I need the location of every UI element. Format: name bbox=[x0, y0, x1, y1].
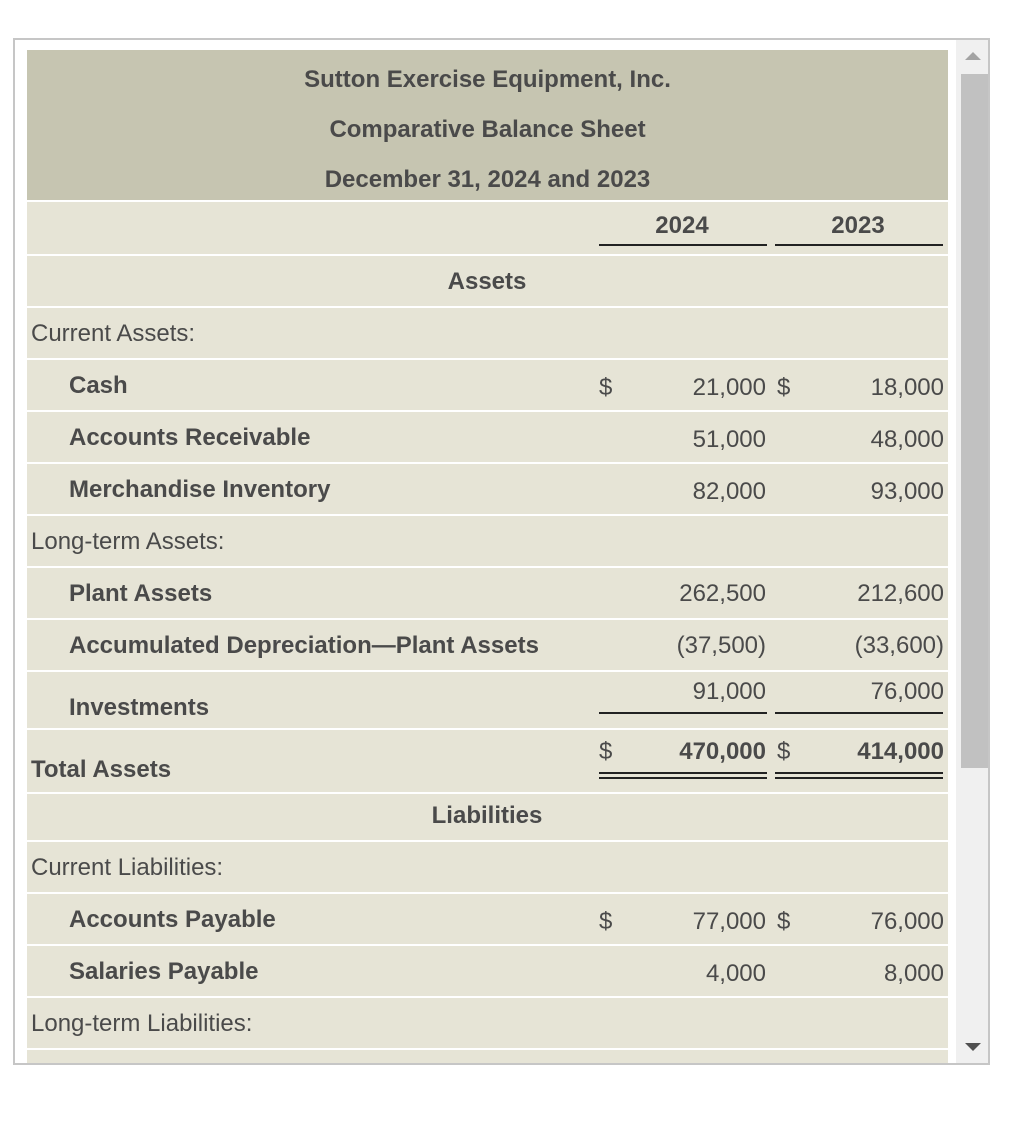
cash-2024: 21,000 bbox=[692, 374, 766, 401]
total-assets-label: Total Assets bbox=[31, 756, 172, 783]
table-row bbox=[27, 358, 948, 410]
investments-label: Investments bbox=[69, 694, 210, 721]
accounts-receivable-label: Accounts Receivable bbox=[69, 424, 311, 451]
table-row bbox=[27, 944, 948, 996]
table-row bbox=[27, 1048, 948, 1065]
current-liabilities-row bbox=[27, 840, 948, 892]
balance-sheet-table bbox=[27, 50, 948, 1065]
cash-2023: 18,000 bbox=[870, 374, 944, 401]
current-assets-label: Current Assets: bbox=[31, 320, 196, 347]
ar-2023: 48,000 bbox=[870, 426, 944, 453]
year-header-row bbox=[27, 200, 948, 254]
statement-date: December 31, 2024 and 2023 bbox=[324, 166, 651, 193]
plant-2023: 212,600 bbox=[857, 580, 944, 607]
sal-2023: 8,000 bbox=[883, 960, 944, 987]
assets-heading: Assets bbox=[447, 268, 527, 295]
currency-symbol: $ bbox=[777, 738, 791, 765]
investments-2024: 91,000 bbox=[692, 678, 766, 705]
scrollbar-thumb[interactable] bbox=[961, 74, 990, 768]
merchandise-inventory-label: Merchandise Inventory bbox=[69, 476, 331, 503]
year-2024: 2024 bbox=[655, 212, 709, 239]
liabilities-heading: Liabilities bbox=[431, 802, 543, 829]
total-assets-row bbox=[27, 728, 948, 792]
total-double-underline-2024 bbox=[599, 772, 767, 779]
currency-symbol: $ bbox=[777, 908, 791, 935]
table-row bbox=[27, 462, 948, 514]
cash-label: Cash bbox=[69, 372, 128, 399]
current-assets-row bbox=[27, 306, 948, 358]
plant-2024: 262,500 bbox=[679, 580, 766, 607]
statement-panel bbox=[13, 38, 990, 1065]
current-liabilities-label: Current Liabilities: bbox=[31, 854, 224, 881]
table-row bbox=[27, 566, 948, 618]
long-term-assets-label: Long-term Assets: bbox=[31, 528, 225, 555]
currency-symbol: $ bbox=[777, 374, 791, 401]
long-term-liabilities-row bbox=[27, 996, 948, 1048]
liabilities-section-row bbox=[27, 792, 948, 840]
plant-assets-label: Plant Assets bbox=[69, 580, 213, 607]
sal-2024: 4,000 bbox=[705, 960, 766, 987]
year-2023: 2023 bbox=[831, 212, 885, 239]
total-assets-2024: 470,000 bbox=[679, 738, 766, 765]
ap-2024: 77,000 bbox=[692, 908, 766, 935]
scroll-up-icon[interactable] bbox=[965, 52, 981, 60]
inventory-2023: 93,000 bbox=[870, 478, 944, 505]
table-row bbox=[27, 892, 948, 944]
accdep-2024: (37,500) bbox=[676, 632, 766, 659]
table-row bbox=[27, 410, 948, 462]
ap-2023: 76,000 bbox=[870, 908, 944, 935]
subtotal-underline-2023 bbox=[775, 712, 943, 714]
salaries-payable-label: Salaries Payable bbox=[69, 958, 259, 985]
statement-title: Comparative Balance Sheet bbox=[329, 116, 646, 143]
total-double-underline-2023 bbox=[775, 772, 943, 779]
year-2023-underline bbox=[775, 244, 943, 246]
ar-2024: 51,000 bbox=[692, 426, 766, 453]
vertical-scrollbar[interactable] bbox=[956, 40, 988, 1063]
year-2024-underline bbox=[599, 244, 767, 246]
long-term-assets-row bbox=[27, 514, 948, 566]
inventory-2024: 82,000 bbox=[692, 478, 766, 505]
investments-2023: 76,000 bbox=[870, 678, 944, 705]
accumulated-depreciation-label: Accumulated Depreciation—Plant Assets bbox=[69, 632, 539, 659]
currency-symbol: $ bbox=[599, 908, 613, 935]
currency-symbol: $ bbox=[599, 374, 613, 401]
scroll-down-icon[interactable] bbox=[965, 1043, 981, 1051]
table-row bbox=[27, 618, 948, 670]
table-row bbox=[27, 670, 948, 728]
table-header bbox=[27, 50, 948, 200]
accdep-2023: (33,600) bbox=[854, 632, 944, 659]
accounts-payable-label: Accounts Payable bbox=[69, 906, 276, 933]
assets-section-row bbox=[27, 254, 948, 306]
company-name: Sutton Exercise Equipment, Inc. bbox=[304, 66, 671, 93]
long-term-liabilities-label: Long-term Liabilities: bbox=[31, 1010, 253, 1037]
currency-symbol: $ bbox=[599, 738, 613, 765]
total-assets-2023: 414,000 bbox=[857, 738, 944, 765]
subtotal-underline-2024 bbox=[599, 712, 767, 714]
